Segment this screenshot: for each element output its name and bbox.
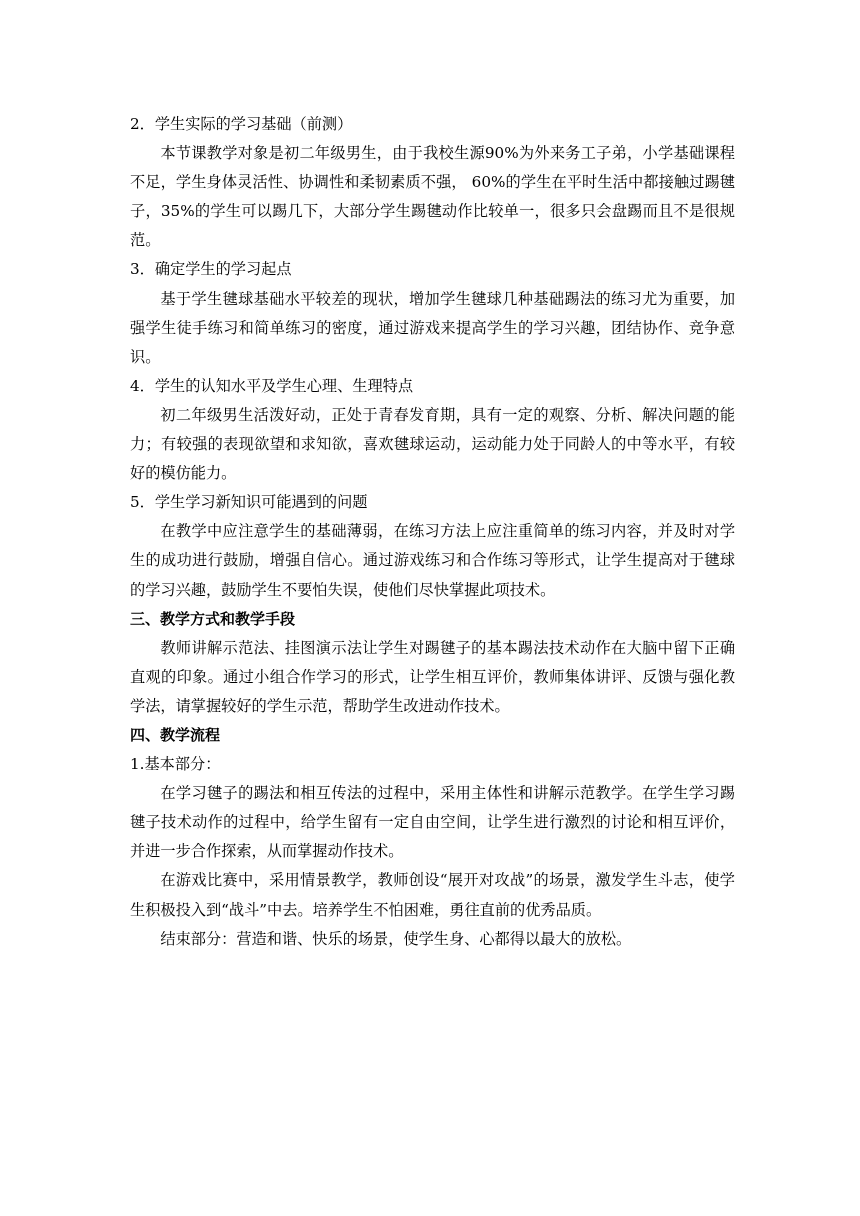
subheading-starting-point: 3．确定学生的学习起点 xyxy=(130,260,292,279)
paragraph-starting-point: 基于学生毽球基础水平较差的现状，增加学生毽球几种基础踢法的练习尤为重要，加强学生徒手练习和简单练习的密度，通过游戏来提高学生的学习兴趣，团结协作、竞争意识。 xyxy=(130,289,735,366)
paragraph-basic-part: 在学习毽子的踢法和相互传法的过程中，采用主体性和讲解示范教学。在学生学习踢毽子技术动作的过程中，给学生留有一定自由空间，让学生进行激烈的讨论和相互评价，并进一步合作探索，从而掌握动作技术。 xyxy=(130,784,735,861)
paragraph-ending-part: 结束部分：营造和谐、快乐的场景，使学生身、心都得以最大的放松。 xyxy=(160,929,632,948)
subheading-cognitive-level: 4．学生的认知水平及学生心理、生理特点 xyxy=(130,376,414,395)
paragraph-game-competition: 在游戏比赛中，采用情景教学，教师创设“展开对攻战”的场景，激发学生斗志，使学生积极投入到“战斗”中去。培养学生不怕困难，勇往直前的优秀品质。 xyxy=(130,871,735,919)
paragraph-learning-basis: 本节课教学对象是初二年级男生，由于我校生源90%为外来务工子弟，小学基础课程不足，学生身体灵活性、协调性和柔韧素质不强， 60%的学生在平时生活中都接触过踢毽子，35%的学生可以踢几下，大部分学生踢毽动作比较单一，很多只会盘踢而且不是很规范。 xyxy=(130,144,735,250)
paragraph-possible-problems: 在教学中应注意学生的基础薄弱，在练习方法上应注重简单的练习内容，并及时对学生的成功进行鼓励，增强自信心。通过游戏练习和合作练习等形式，让学生提高对于毽球的学习兴趣，鼓励学生不要怕失误，使他们尽快掌握此项技术。 xyxy=(130,522,735,599)
document-body xyxy=(130,110,735,954)
paragraph-cognitive-level: 初二年级男生活泼好动，正处于青春发育期，具有一定的观察、分析、解决问题的能力；有较强的表现欲望和求知欲，喜欢毽球运动，运动能力处于同龄人的中等水平，有较好的模仿能力。 xyxy=(130,405,735,483)
heading-teaching-process: 四、教学流程 xyxy=(130,725,221,744)
subheading-possible-problems: 5．学生学习新知识可能遇到的问题 xyxy=(130,493,368,512)
subheading-basic-part: 1.基本部分： xyxy=(130,755,221,774)
heading-teaching-methods: 三、教学方式和教学手段 xyxy=(130,609,296,628)
subheading-learning-basis: 2．学生实际的学习基础（前测） xyxy=(130,115,353,133)
paragraph-teaching-methods: 教师讲解示范法、挂图演示法让学生对踢毽子的基本踢法技术动作在大脑中留下正确直观的印象。通过小组合作学习的形式，让学生相互评价，教师集体讲评、反馈与强化教学法，请掌握较好的学生示范，帮助学生改进动作技术。 xyxy=(130,638,735,715)
